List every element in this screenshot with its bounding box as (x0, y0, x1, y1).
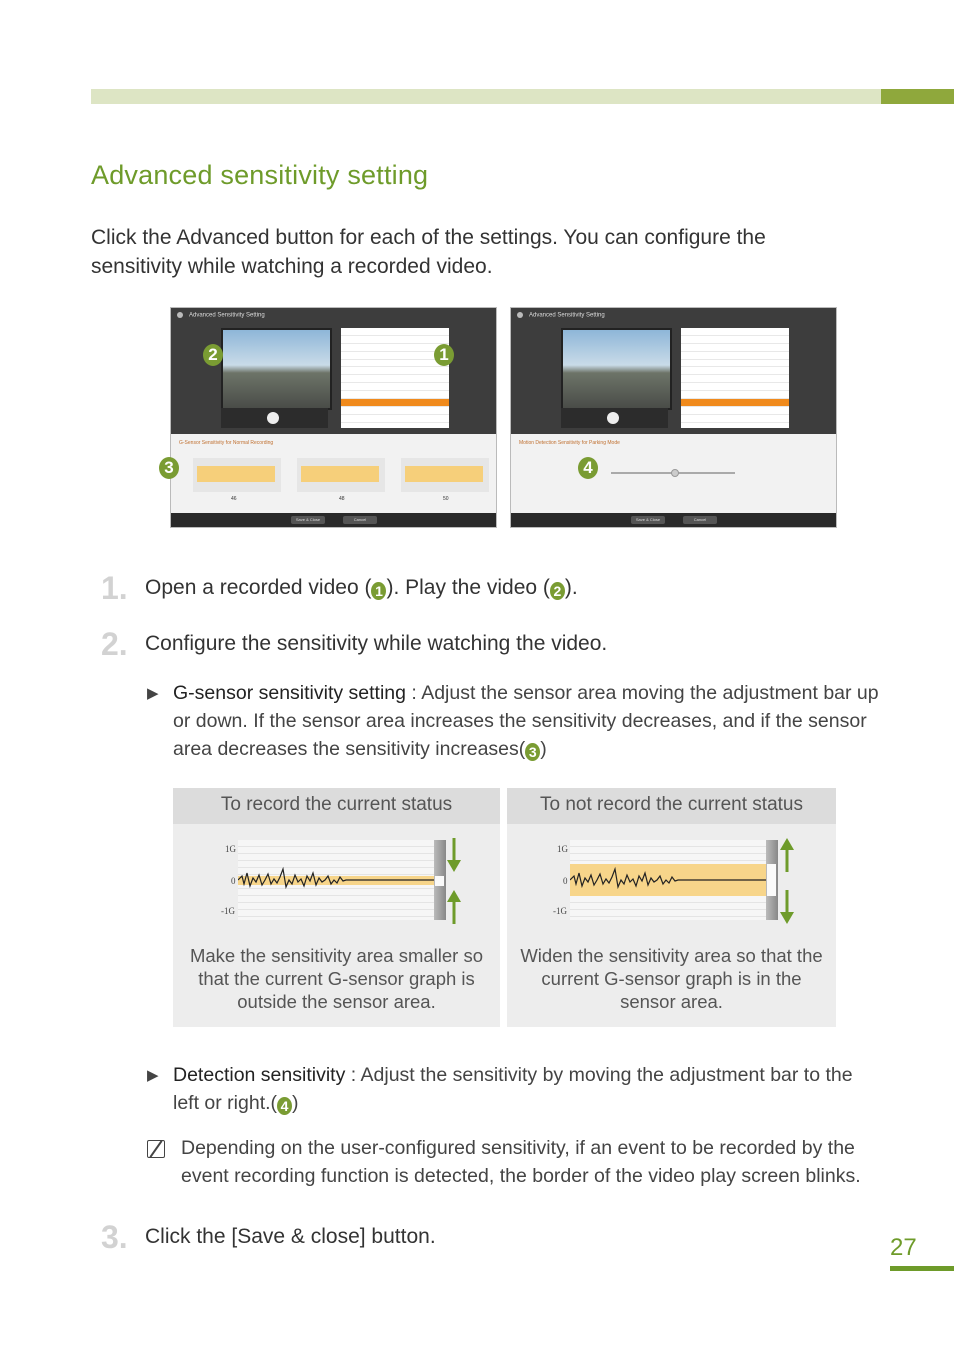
callout-4: 4 (578, 457, 598, 479)
callout-3: 3 (159, 457, 179, 479)
detection-description: Detection sensitivity : Adjust the sensitivity by moving the adjustment bar to the left or right.( 4 ) (173, 1064, 853, 1114)
gsensor-description: G-sensor sensitivity setting : Adjust the sensor area moving the adjustment bar up or down. If the sensor area increases the sensitivity decreases, and if the sensor area decreases the sensitivity increases( 3 ) (173, 682, 879, 760)
tick-minus-1g: -1G (221, 906, 235, 916)
table-cell-not-record (507, 788, 836, 1027)
panel-label: Motion Detection Sensitivity for Parking Mode (519, 440, 620, 446)
window-footer (171, 513, 496, 527)
header-accent (881, 89, 954, 104)
header-bar (91, 89, 881, 104)
window-title: Advanced Sensitivity Setting (517, 312, 605, 319)
inline-callout-3: 3 (525, 743, 540, 761)
bullet-triangle-icon: ▶ (147, 685, 159, 702)
gsensor-waveform (570, 840, 766, 920)
play-icon (607, 412, 619, 424)
step-2-number: 2. (101, 626, 128, 662)
note-text: Depending on the user-configured sensitivity, if an event to be recorded by the event recording function is detected, the border of the video play screen blinks. (181, 1137, 861, 1187)
page-number-underline (890, 1266, 954, 1271)
video-preview (221, 328, 332, 410)
note-icon (147, 1140, 165, 1158)
tick-0: 0 (231, 876, 236, 886)
callout-1: 1 (434, 344, 454, 366)
video-preview (561, 328, 672, 410)
gsensor-graph-x (193, 458, 281, 492)
cell-caption: Make the sensitivity area smaller so that the current G-sensor graph is outside the sensor area. (189, 945, 484, 1012)
value-y: 48 (339, 496, 345, 502)
arrows-outward-icon (777, 836, 797, 926)
table-cell-record (173, 788, 500, 1027)
cell-header: To not record the current status (507, 788, 836, 824)
cancel-button[interactable]: Cancel (343, 516, 377, 524)
callout-2: 2 (203, 344, 223, 366)
tick-1g: 1G (557, 844, 568, 854)
step-3-text: Click the [Save & close] button. (145, 1225, 436, 1248)
gsensor-graph-y (297, 458, 385, 492)
intro-paragraph: Click the Advanced button for each of the settings. You can configure the sensitivity while watching a recorded video. (91, 226, 766, 278)
gsensor-panel (171, 434, 496, 514)
gsensor-graph-z (401, 458, 489, 492)
tick-1g: 1G (225, 844, 236, 854)
cell-header: To record the current status (173, 788, 500, 824)
gsensor-graph-wide-area (570, 840, 766, 920)
screenshot-gsensor (170, 307, 497, 528)
tick-minus-1g: -1G (553, 906, 567, 916)
file-list (341, 328, 449, 428)
gsensor-waveform (238, 840, 434, 920)
screenshot-motion (510, 307, 837, 528)
cancel-button[interactable]: Cancel (683, 516, 717, 524)
gsensor-graph-small-area (238, 840, 434, 920)
video-controls (561, 408, 668, 428)
value-z: 50 (443, 496, 449, 502)
page-title: Advanced sensitivity setting (91, 160, 429, 190)
inline-callout-2: 2 (550, 582, 565, 600)
step-1-text: Open a recorded video ( 1 ). Play the video ( 2 ). (145, 576, 578, 599)
slider-knob[interactable] (671, 469, 679, 477)
save-close-button[interactable]: Save & Close (631, 516, 665, 524)
file-list (681, 328, 789, 428)
step-2-text: Configure the sensitivity while watching the video. (145, 632, 608, 655)
video-controls (221, 408, 328, 428)
step-3-number: 3. (101, 1219, 128, 1255)
motion-panel (511, 434, 836, 514)
save-close-button[interactable]: Save & Close (291, 516, 325, 524)
arrows-inward-icon (444, 836, 464, 926)
tick-0: 0 (563, 876, 568, 886)
page-number: 27 (890, 1234, 917, 1261)
cell-caption: Widen the sensitivity area so that the current G-sensor graph is in the sensor area. (520, 945, 823, 1012)
window-footer (511, 513, 836, 527)
inline-callout-4: 4 (277, 1097, 292, 1115)
value-x: 46 (231, 496, 237, 502)
bullet-triangle-icon: ▶ (147, 1067, 159, 1084)
step-1-number: 1. (101, 570, 128, 606)
window-title: Advanced Sensitivity Setting (177, 312, 265, 319)
inline-callout-1: 1 (371, 582, 386, 600)
panel-label: G-Sensor Sensitivity for Normal Recording (179, 440, 274, 446)
play-icon (267, 412, 279, 424)
